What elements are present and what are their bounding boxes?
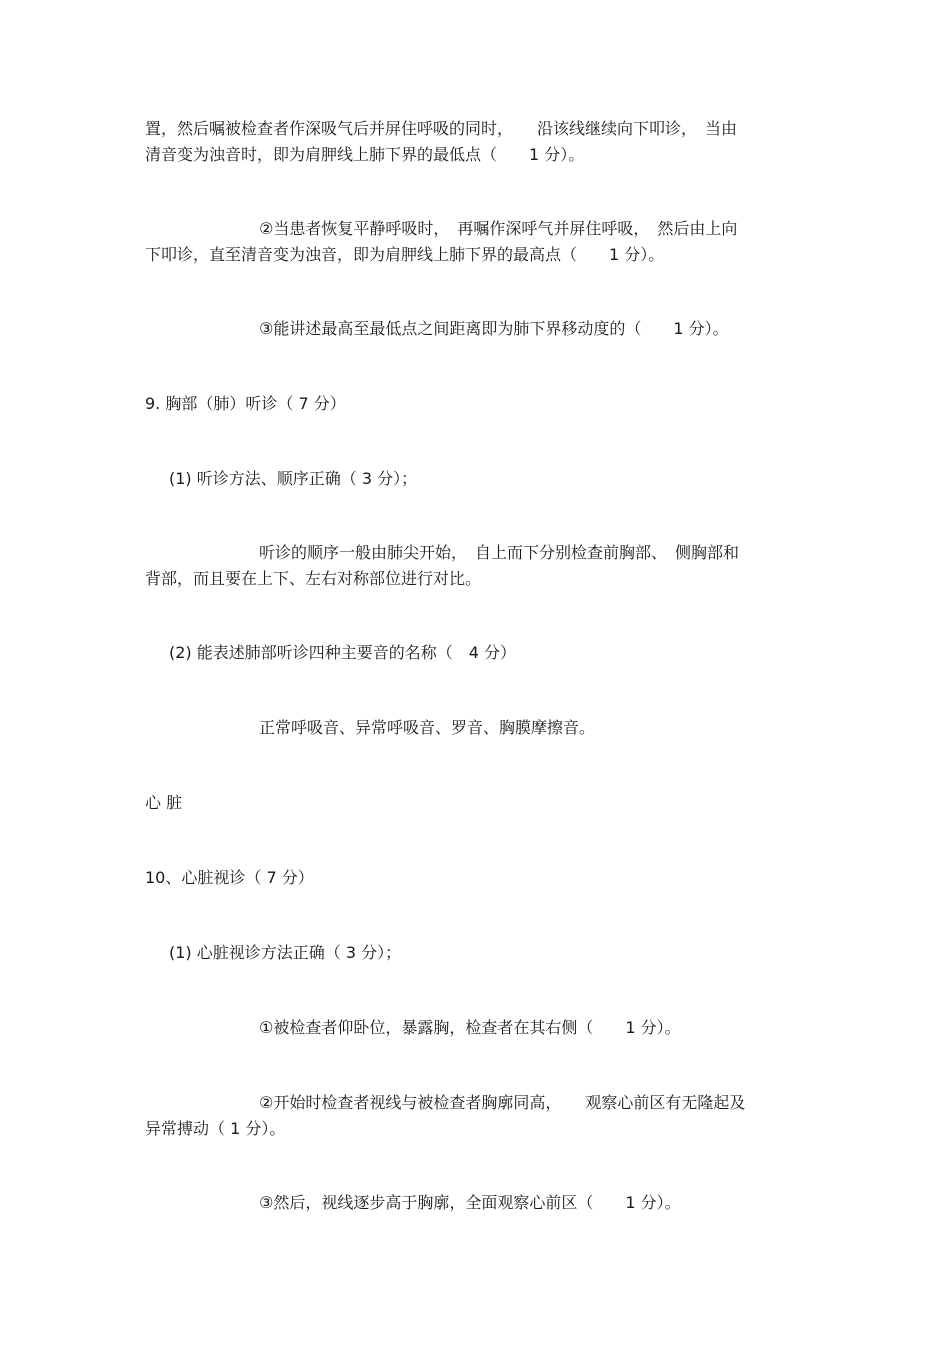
paragraph-auscultation-order bbox=[145, 540, 805, 592]
text-line: 异常搏动（ 1 分）。 bbox=[145, 1119, 286, 1138]
text-line: 听诊的顺序一般由肺尖开始， 自上而下分别检查前胸部、 侧胸部和 bbox=[259, 543, 740, 562]
paragraph-line-of-sight bbox=[145, 1090, 805, 1142]
text-line: ③能讲述最高至最低点之间距离即为肺下界移动度的（ 1 分）。 bbox=[259, 319, 729, 338]
text-line: 9. 胸部（肺）听诊（ 7 分） bbox=[145, 394, 346, 413]
paragraph-percussion-lowest-point bbox=[145, 116, 805, 168]
text-line: 置，然后嘱被检查者作深吸气后并屏住呼吸的同时， 沿该线继续向下叩诊， 当由 bbox=[145, 119, 738, 138]
section-heading-heart-inspection bbox=[145, 865, 805, 891]
text-line: 心 脏 bbox=[145, 793, 183, 812]
section-heading-lung-auscultation bbox=[145, 391, 805, 417]
text-line: 清音变为浊音时，即为肩胛线上肺下界的最低点（ 1 分）。 bbox=[145, 145, 585, 164]
paragraph-percussion-highest-point bbox=[145, 216, 805, 268]
paragraph-sound-names bbox=[145, 715, 805, 741]
text-line: ③然后，视线逐步高于胸廓，全面观察心前区（ 1 分）。 bbox=[259, 1193, 681, 1212]
item-heart-inspection-method bbox=[145, 940, 805, 966]
paragraph-lung-mobility bbox=[145, 316, 805, 342]
paragraph-patient-position bbox=[145, 1015, 805, 1041]
text-line: 下叩诊，直至清音变为浊音，即为肩胛线上肺下界的最高点（ 1 分）。 bbox=[145, 245, 665, 264]
text-line: (1) 听诊方法、顺序正确（ 3 分）； bbox=[169, 469, 418, 488]
text-line: 10、心脏视诊（ 7 分） bbox=[145, 868, 314, 887]
section-heading-heart bbox=[145, 790, 805, 816]
item-auscultation-method bbox=[145, 466, 805, 492]
text-line: ②当患者恢复平静呼吸时， 再嘱作深呼气并屏住呼吸， 然后由上向 bbox=[259, 219, 738, 238]
text-line: ①被检查者仰卧位，暴露胸，检查者在其右侧（ 1 分）。 bbox=[259, 1018, 681, 1037]
paragraph-full-observation bbox=[145, 1190, 805, 1216]
text-line: (1) 心脏视诊方法正确（ 3 分）； bbox=[169, 943, 402, 962]
text-line: 背部，而且要在上下、左右对称部位进行对比。 bbox=[145, 569, 482, 588]
item-auscultation-sounds bbox=[145, 640, 805, 666]
text-line: (2) 能表述肺部听诊四种主要音的名称（ 4 分） bbox=[169, 643, 517, 662]
text-line: ②开始时检查者视线与被检查者胸廓同高， 观察心前区有无隆起及 bbox=[259, 1093, 746, 1112]
text-line: 正常呼吸音、异常呼吸音、罗音、胸膜摩擦音。 bbox=[259, 718, 596, 737]
